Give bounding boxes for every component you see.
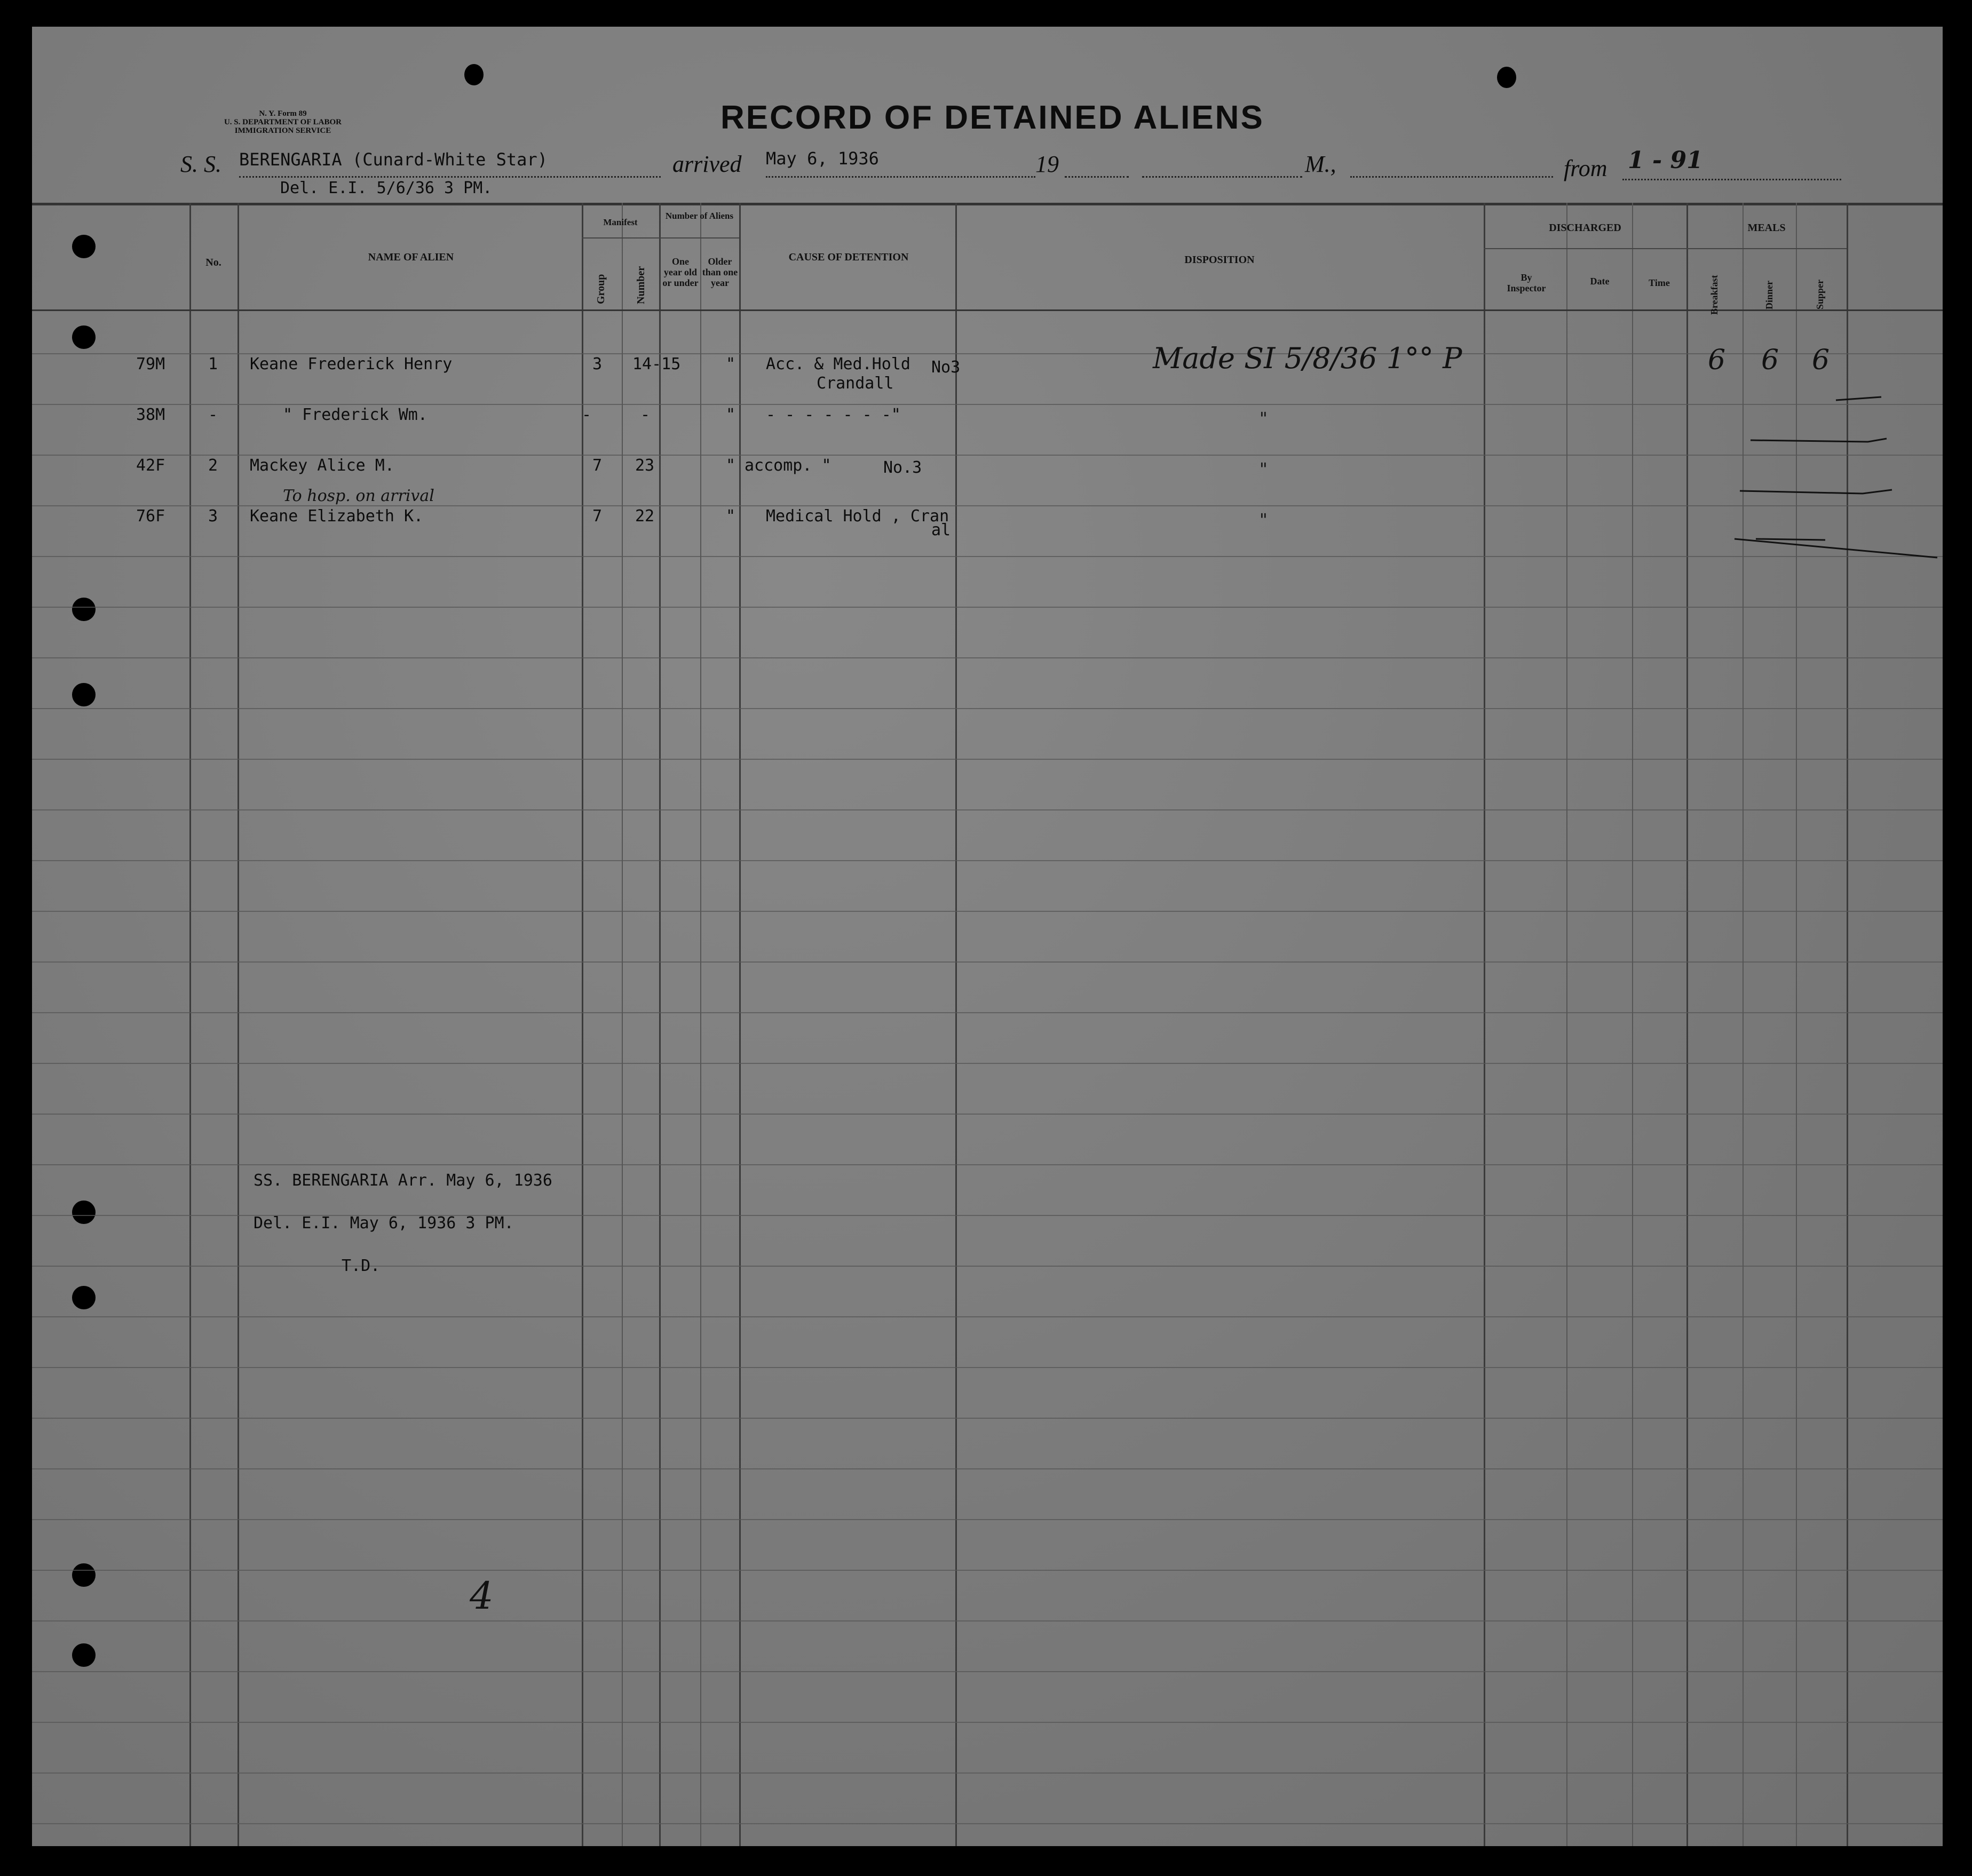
row-no: 3 bbox=[208, 507, 218, 526]
ruled-line bbox=[32, 911, 1943, 912]
row-older: " bbox=[726, 507, 736, 526]
table-row bbox=[32, 406, 1943, 448]
ruled-line bbox=[32, 1468, 1943, 1469]
row-group: - bbox=[582, 406, 592, 424]
col-group: Group bbox=[595, 274, 607, 304]
row-older: " bbox=[726, 355, 736, 373]
row-age: 76F bbox=[136, 507, 165, 526]
ruled-line bbox=[32, 556, 1943, 557]
col-dinner: Dinner bbox=[1764, 281, 1775, 309]
ruled-line bbox=[32, 404, 1943, 405]
row-no: - bbox=[208, 406, 218, 424]
row-number: 14-15 bbox=[632, 355, 681, 373]
ruled-line bbox=[32, 455, 1943, 456]
from-value: 1 - 91 bbox=[1628, 147, 1703, 174]
row-cause-note: No.3 bbox=[883, 458, 922, 477]
col-cause: CAUSE OF DETENTION bbox=[788, 251, 909, 263]
col-breakfast: Breakfast bbox=[1709, 275, 1720, 315]
arrived-date: May 6, 1936 bbox=[766, 148, 879, 169]
footer-line1: SS. BERENGARIA Arr. May 6, 1936 bbox=[254, 1171, 552, 1190]
col-supper: Supper bbox=[1815, 279, 1825, 309]
punch-hole bbox=[1497, 67, 1516, 88]
row-number: 23 bbox=[635, 456, 655, 475]
col-number: Number bbox=[635, 266, 647, 304]
meal-breakfast: 6 bbox=[1708, 344, 1726, 376]
row-cause-note: No3 bbox=[931, 358, 961, 377]
ruled-line bbox=[32, 1367, 1943, 1368]
row-group: 7 bbox=[592, 456, 603, 475]
row-no: 1 bbox=[208, 355, 218, 373]
col-older: Older than one year bbox=[702, 256, 738, 288]
ruled-line bbox=[32, 353, 1943, 354]
punch-hole bbox=[72, 235, 96, 258]
meal-dinner: 6 bbox=[1761, 344, 1779, 376]
ruled-line bbox=[32, 607, 1943, 608]
ruled-line bbox=[32, 1570, 1943, 1571]
row-cause: accomp. " bbox=[745, 456, 831, 475]
ruled-line bbox=[32, 1620, 1943, 1621]
ruled-line bbox=[32, 759, 1943, 760]
delivery-note: Del. E.I. 5/6/36 3 PM. bbox=[280, 179, 493, 197]
handwritten-mark: 4 bbox=[470, 1574, 494, 1618]
page-title: RECORD OF DETAINED ALIENS bbox=[720, 99, 1264, 136]
arrived-label: arrived bbox=[672, 151, 742, 177]
ruled-line bbox=[32, 1671, 1943, 1672]
ruled-line bbox=[32, 1012, 1943, 1013]
footer-line3: T.D. bbox=[342, 1257, 381, 1275]
col-by-inspector: By Inspector bbox=[1507, 272, 1546, 293]
row-disposition: " bbox=[1260, 459, 1268, 479]
row-disposition: Made SI 5/8/36 1°° P bbox=[1153, 341, 1462, 375]
row-age: 42F bbox=[136, 456, 165, 475]
row-number: - bbox=[640, 406, 651, 424]
col-manifest: Manifest bbox=[603, 217, 638, 227]
row-no: 2 bbox=[208, 456, 218, 475]
ruled-line bbox=[32, 657, 1943, 658]
punch-hole bbox=[72, 598, 96, 621]
col-disposition: DISPOSITION bbox=[1184, 254, 1255, 266]
col-meals: MEALS bbox=[1747, 222, 1786, 234]
col-one-year: One year old or under bbox=[662, 256, 699, 288]
row-older: " bbox=[726, 456, 736, 475]
ruled-line bbox=[32, 1164, 1943, 1165]
row-cause: - - - - - - -" bbox=[766, 406, 901, 424]
row-name: Keane Elizabeth K. bbox=[250, 507, 424, 526]
punch-hole bbox=[72, 1201, 96, 1224]
row-group: 7 bbox=[592, 507, 603, 526]
row-name: Keane Frederick Henry bbox=[250, 355, 453, 373]
row-name: " Frederick Wm. bbox=[283, 406, 427, 424]
form-department: N. Y. Form 89 U. S. DEPARTMENT OF LABOR IMMIGRATION SERVICE bbox=[224, 109, 342, 135]
ruled-line bbox=[32, 1114, 1943, 1115]
ruled-line bbox=[32, 860, 1943, 861]
punch-hole bbox=[72, 325, 96, 349]
punch-hole bbox=[464, 64, 484, 85]
row-disposition: " bbox=[1260, 408, 1268, 428]
year-prefix: 19 bbox=[1035, 151, 1059, 177]
col-time: Time bbox=[1649, 277, 1670, 288]
col-discharged: DISCHARGED bbox=[1549, 222, 1621, 234]
ruled-line bbox=[32, 1772, 1943, 1774]
ruled-line bbox=[32, 1519, 1943, 1520]
col-name: NAME OF ALIEN bbox=[368, 251, 454, 263]
ruled-line bbox=[32, 1823, 1943, 1824]
ruled-line bbox=[32, 1418, 1943, 1419]
m-label: M., bbox=[1305, 151, 1336, 177]
table-row bbox=[32, 507, 1943, 550]
ss-label: S. S. bbox=[180, 151, 221, 177]
ruled-line bbox=[32, 1063, 1943, 1064]
row-cause: Medical Hold , Cran bbox=[766, 507, 949, 526]
row-age: 38M bbox=[136, 406, 165, 424]
row-older: " bbox=[726, 406, 736, 424]
meal-supper: 6 bbox=[1812, 344, 1830, 376]
row-age: 79M bbox=[136, 355, 165, 373]
table-row bbox=[32, 341, 1943, 398]
punch-hole bbox=[72, 1563, 96, 1587]
row-group: 3 bbox=[592, 355, 603, 373]
ruled-line bbox=[32, 1722, 1943, 1723]
ruled-line bbox=[32, 961, 1943, 963]
ship-name: BERENGARIA (Cunard-White Star) bbox=[239, 149, 548, 170]
ruled-line bbox=[32, 708, 1943, 709]
punch-hole bbox=[72, 1286, 96, 1309]
punch-hole bbox=[72, 683, 96, 706]
col-num-aliens: Number of Aliens bbox=[665, 211, 734, 221]
meal-strike-lines bbox=[1686, 373, 1943, 576]
row-name: Mackey Alice M. bbox=[250, 456, 394, 475]
footer-line2: Del. E.I. May 6, 1936 3 PM. bbox=[254, 1214, 514, 1233]
col-no: No. bbox=[205, 257, 221, 268]
col-date: Date bbox=[1590, 276, 1610, 287]
ruled-line bbox=[32, 1316, 1943, 1317]
from-label: from bbox=[1564, 155, 1607, 181]
row-disposition: " bbox=[1260, 510, 1268, 530]
row-cause-line2: Crandall bbox=[817, 374, 894, 393]
punch-hole bbox=[72, 1643, 96, 1667]
ruled-line bbox=[32, 809, 1943, 810]
row-number: 22 bbox=[635, 507, 655, 526]
row-cause-line2: al bbox=[931, 521, 951, 539]
row-cause: Acc. & Med.Hold bbox=[766, 355, 910, 373]
ruled-line bbox=[32, 505, 1943, 506]
hospital-note: To hosp. on arrival bbox=[283, 487, 434, 505]
record-sheet bbox=[32, 27, 1943, 1846]
ruled-line bbox=[32, 1266, 1943, 1267]
